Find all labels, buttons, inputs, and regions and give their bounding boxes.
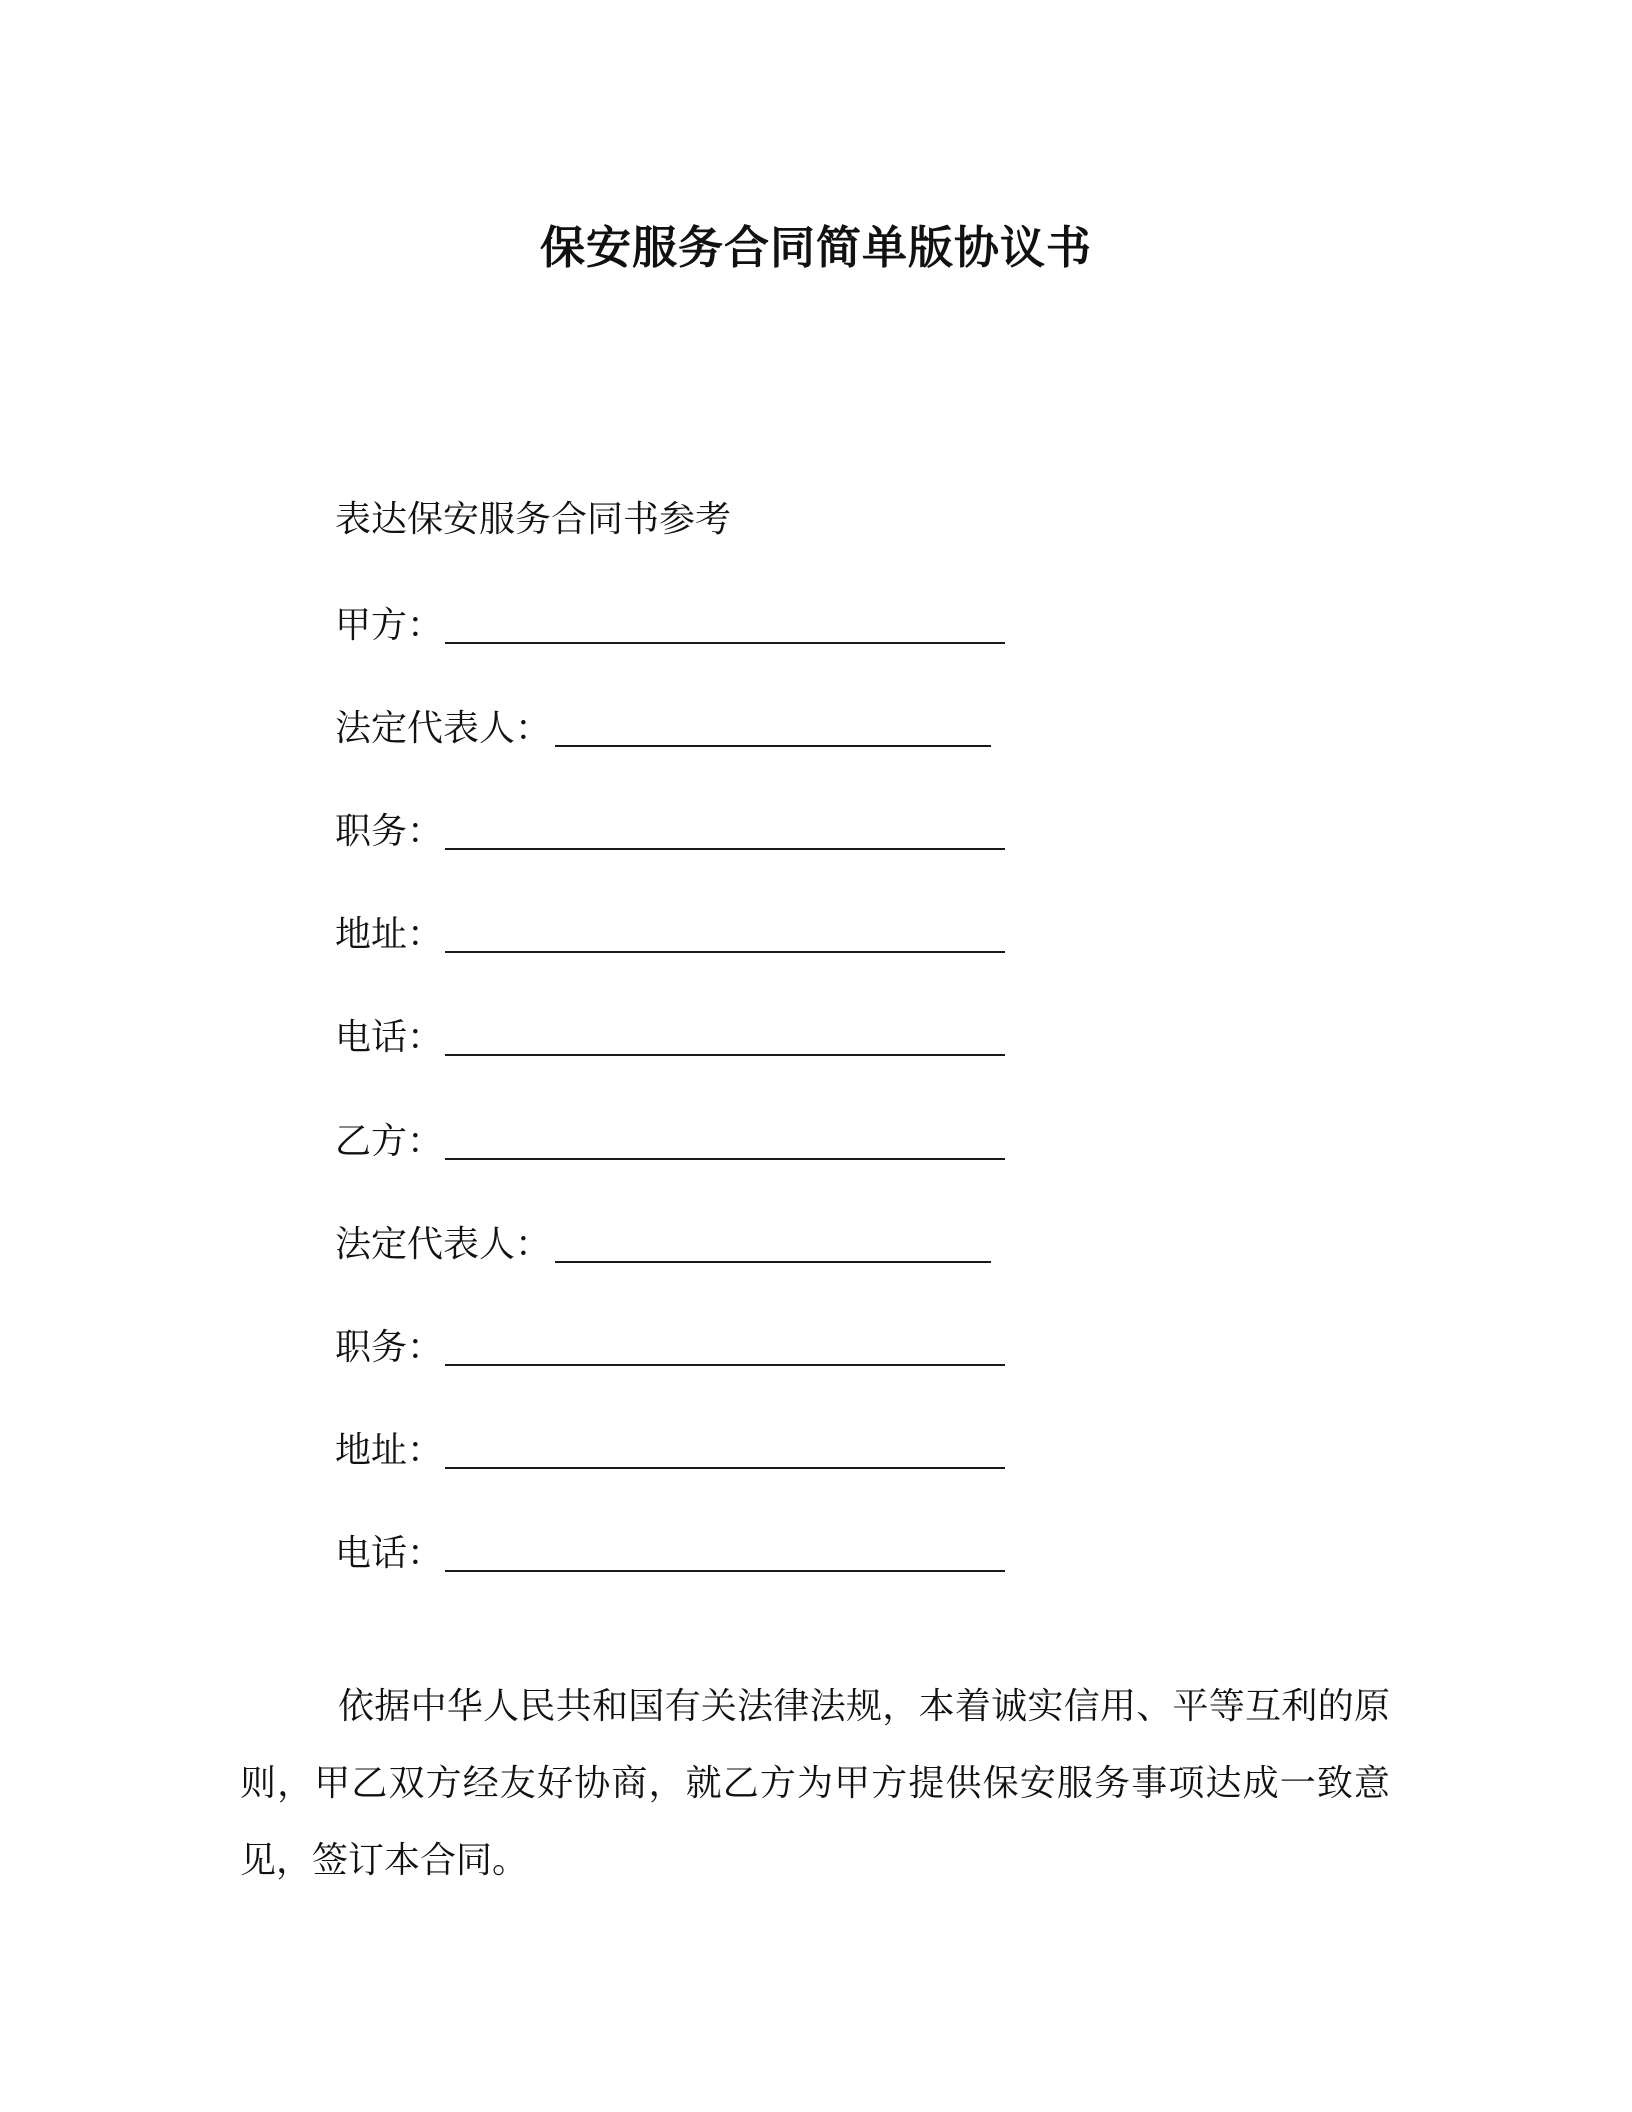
- document-title: 保安服务合同简单版协议书: [539, 221, 1092, 274]
- field-label: 职务：: [335, 1327, 444, 1368]
- field-label: 乙方：: [335, 1121, 444, 1162]
- field-label: 法定代表人：: [335, 708, 552, 749]
- field-party-a-legal-rep: [335, 703, 551, 755]
- field-party-b-phone: [335, 1528, 443, 1580]
- field-party-b-position: [335, 1322, 443, 1374]
- fill-in-line[interactable]: [555, 1261, 991, 1263]
- field-label: 甲方：: [335, 605, 444, 646]
- field-label: 电话：: [335, 1017, 444, 1058]
- document-subtitle: 表达保安服务合同书参考: [335, 499, 732, 540]
- field-label: 法定代表人：: [335, 1224, 552, 1265]
- field-party-b-legal-rep: [335, 1219, 551, 1271]
- field-label: 地址：: [335, 914, 444, 955]
- fill-in-line[interactable]: [445, 1054, 1005, 1056]
- fill-in-line[interactable]: [445, 642, 1005, 644]
- field-party-a-address: [335, 909, 443, 961]
- fill-in-line[interactable]: [445, 1158, 1005, 1160]
- field-party-a-position: [335, 806, 443, 858]
- field-party-a-phone: [335, 1012, 443, 1064]
- field-party-b: [335, 1116, 443, 1168]
- field-party-a: [335, 600, 443, 652]
- fill-in-line[interactable]: [445, 1364, 1005, 1366]
- field-label: 地址：: [335, 1430, 444, 1471]
- field-party-b-address: [335, 1425, 443, 1477]
- fill-in-line[interactable]: [445, 1467, 1005, 1469]
- fill-in-line[interactable]: [555, 745, 991, 747]
- fill-in-line[interactable]: [445, 1570, 1005, 1572]
- intro-paragraph: 依据中华人民共和国有关法律法规，本着诚实信用、平等互利的原则，甲乙双方经友好协商，就乙方为甲方提供保安服务事项达成一致意见，签订本合同。: [240, 1686, 1390, 1881]
- fill-in-line[interactable]: [445, 848, 1005, 850]
- fill-in-line[interactable]: [445, 951, 1005, 953]
- field-label: 电话：: [335, 1533, 444, 1574]
- field-label: 职务：: [335, 811, 444, 852]
